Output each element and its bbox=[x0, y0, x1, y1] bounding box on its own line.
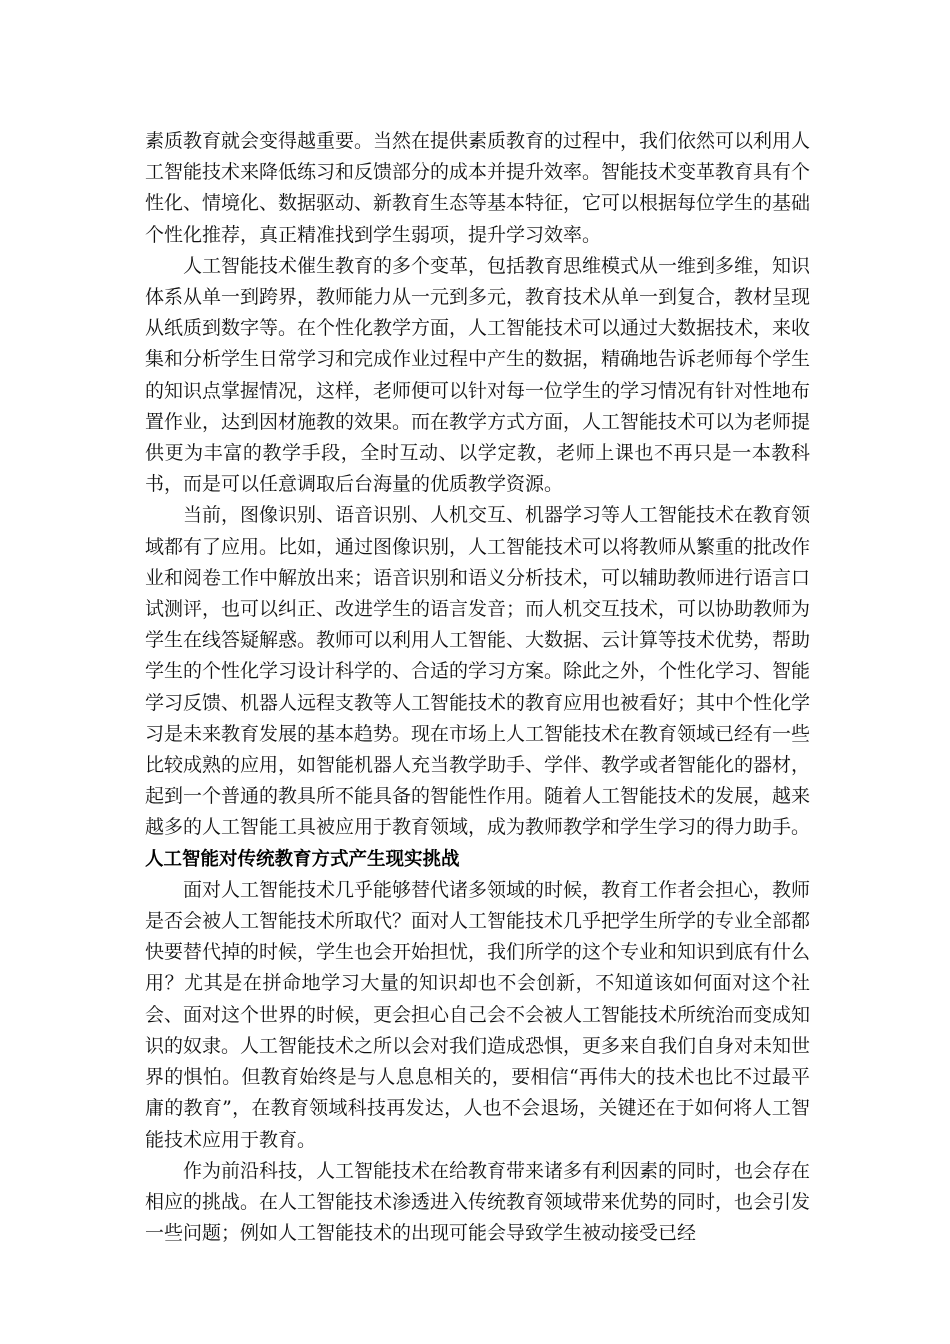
paragraph-3: 当前，图像识别、语音识别、人机交互、机器学习等人工智能技术在教育领域都有了应用。比如，通过图像识别，人工智能技术可以将教师从繁重的批改作业和阅卷工作中解放出来；语音识别和语义分析技术，可以辅助教师进行语言口试测评，也可以纠正、改进学生的语言发音；而人机交互技术，可以协助教师为学生在线答疑解惑。教师可以利用人工智能、大数据、云计算等技术优势，帮助学生的个性化学习设计科学的、合适的学习方案。除此之外，个性化学习、智能学习反馈、机器人远程支教等人工智能技术的教育应用也被看好；其中个性化学习是未来教育发展的基本趋势。现在市场上人工智能技术在教育领域已经有一些比较成熟的应用，如智能机器人充当教学助手、学伴、教学或者智能化的器材，起到一个普通的教具所不能具备的智能性作用。随着人工智能技术的发展，越来越多的人工智能工具被应用于教育领域，成为教师教学和学生学习的得力助手。 bbox=[145, 504, 811, 839]
paragraph-1: 素质教育就会变得越重要。当然在提供素质教育的过程中，我们依然可以利用人工智能技术来降低练习和反馈部分的成本并提升效率。智能技术变革教育具有个性化、情境化、数据驱动、新教育生态等基本特征，它可以根据每位学生的基础个性化推荐，真正精准找到学生弱项，提升学习效率。 bbox=[145, 130, 811, 246]
paragraph-2: 人工智能技术催生教育的多个变革，包括教育思维模式从一维到多维，知识体系从单一到跨界，教师能力从一元到多元，教育技术从单一到复合，教材呈现从纸质到数字等。在个性化教学方面，人工智能技术可以通过大数据技术，来收集和分析学生日常学习和完成作业过程中产生的数据，精确地告诉老师每个学生的知识点掌握情况，这样，老师便可以针对每一位学生的学习情况有针对性地布置作业，达到因材施教的效果。而在教学方式方面，人工智能技术可以为老师提供更为丰富的教学手段，全时互动、以学定教，老师上课也不再只是一本教科书，而是可以任意调取后台海量的优质教学资源。 bbox=[145, 254, 811, 496]
paragraph-4: 面对人工智能技术几乎能够替代诸多领域的时候，教育工作者会担心，教师是否会被人工智能技术所取代？面对人工智能技术几乎把学生所学的专业全部都快要替代掉的时候，学生也会开始担忧，我们所学的这个专业和知识到底有什么用？尤其是在拼命地学习大量的知识却也不会创新，不知道该如何面对这个社会、面对这个世界的时候，更会担心自己会不会被人工智能技术所统治而变成知识的奴隶。人工智能技术之所以会对我们造成恐惧，更多来自我们自身对未知世界的惧怕。但教育始终是与人息息相关的，要相信“再伟大的技术也比不过最平庸的教育”，在教育领域科技再发达，人也不会退场，关键还在于如何将人工智能技术应用于教育。 bbox=[145, 878, 811, 1151]
document-body bbox=[145, 126, 810, 1249]
paragraph-5: 作为前沿科技，人工智能技术在给教育带来诸多有利因素的同时，也会存在相应的挑战。在人工智能技术渗透进入传统教育领域带来优势的同时，也会引发一些问题；例如人工智能技术的出现可能会导致学生被动接受已经 bbox=[145, 1159, 811, 1245]
section-heading: 人工智能对传统教育方式产生现实挑战 bbox=[145, 848, 460, 870]
